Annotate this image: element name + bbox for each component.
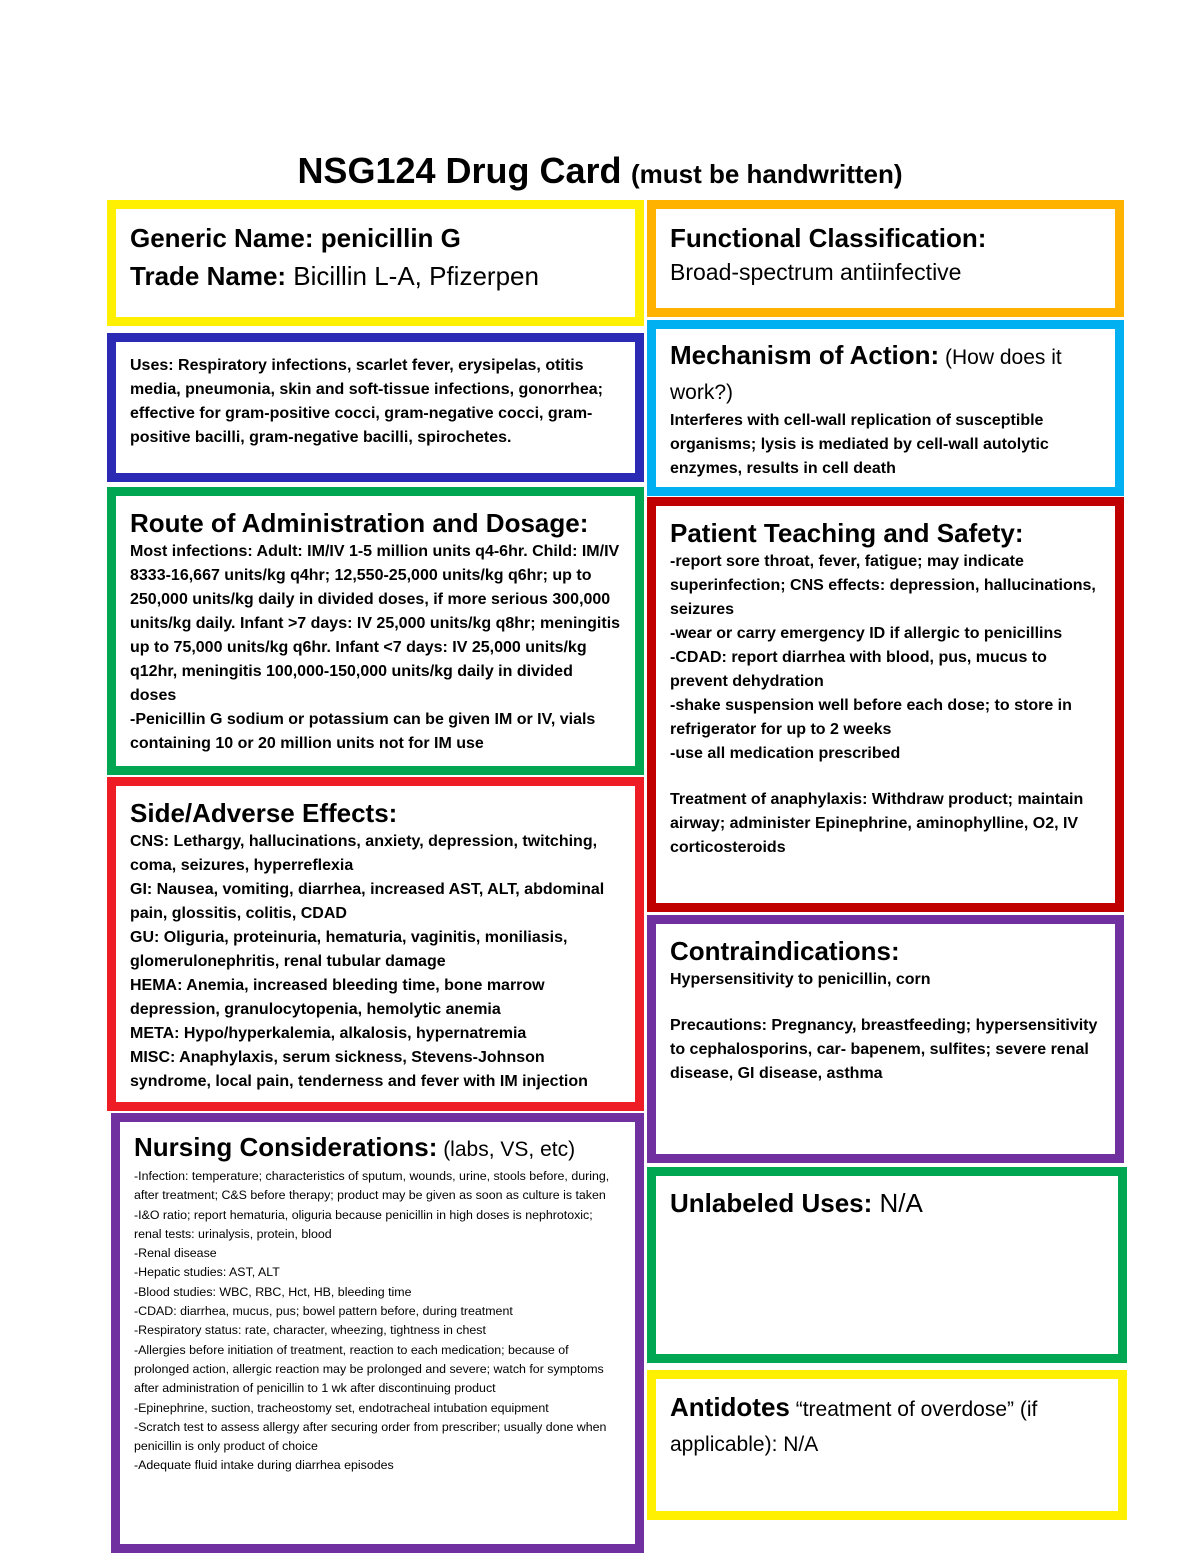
precautions-text: Precautions: Pregnancy, breastfeeding; hypersensitivity to cephalosporins, car- bapenem, sulfites; severe renal disease, GI disease, asthma xyxy=(670,1017,1098,1082)
side-effects-box xyxy=(107,777,644,1111)
uses-box xyxy=(107,333,644,482)
side-effect-item: GI: Nausea, vomiting, diarrhea, increased AST, ALT, abdominal pain, glossitis, colitis, CDAD xyxy=(130,881,605,922)
teaching-item: -use all medication prescribed xyxy=(670,745,901,762)
teaching-item: -wear or carry emergency ID if allergic to penicillins xyxy=(670,625,1063,642)
nursing-item: -Scratch test to assess allergy after securing order from prescriber; usually done when penicillin is only product of choice xyxy=(134,1419,607,1454)
generic-name: Generic Name: penicillin G xyxy=(130,223,461,253)
contraindications-text: Hypersensitivity to penicillin, corn xyxy=(670,971,931,988)
nursing-item: -I&O ratio; report hematuria, oliguria because penicillin in high doses is nephrotoxic; renal tests: urinalysis, protein, blood xyxy=(134,1207,593,1241)
route-text: Most infections: Adult: IM/IV 1-5 million units q4-6hr. Child: IM/IV 8333-16,667 units/kg q4hr; 12,550-25,000 units/kg q6hr; up to 250,000 units/kg daily in divided doses, if more serious 300,000 units/kg daily. Infant >7 days: IV 25,000 units/kg q8hr; meningitis up to 75,000 units/kg q6hr. Infant <7 days: IV 25,000 units/kg q12hr, meningitis 100,000-150,000 units/kg daily in divided doses xyxy=(130,543,621,704)
antidotes-heading: Antidotes xyxy=(670,1392,790,1422)
mechanism-box xyxy=(647,320,1124,496)
nursing-considerations-box xyxy=(111,1113,644,1553)
nursing-item: -CDAD: diarrhea, mucus, pus; bowel pattern before, during treatment xyxy=(134,1304,513,1319)
nursing-item: -Epinephrine, suction, tracheostomy set, endotracheal intubation equipment xyxy=(134,1400,549,1415)
side-effect-item: GU: Oliguria, proteinuria, hematuria, vaginitis, moniliasis, glomerulonephritis, renal tubular damage xyxy=(130,929,568,970)
nursing-list xyxy=(134,1167,621,1476)
nursing-heading: Nursing Considerations: xyxy=(134,1132,438,1162)
nursing-item: -Allergies before initiation of treatment, reaction to each medication; because of prolonged action, allergic reaction may be prolonged and severe; watch for symptoms after administration of penicillin to 1 wk after discontinuing product xyxy=(134,1342,604,1396)
route-box xyxy=(107,487,644,775)
mechanism-heading-note: (How does it work?) xyxy=(670,346,1062,404)
teaching-item: -report sore throat, fever, fatigue; may indicate superinfection; CNS effects: depression, hallucinations, seizures xyxy=(670,553,1096,618)
nursing-item: -Adequate fluid intake during diarrhea episodes xyxy=(134,1458,394,1473)
nursing-item: -Blood studies: WBC, RBC, Hct, HB, bleeding time xyxy=(134,1284,412,1299)
side-effect-item: HEMA: Anemia, increased bleeding time, bone marrow depression, granulocytopenia, hemolytic anemia xyxy=(130,977,545,1018)
unlabeled-uses-heading: Unlabeled Uses: xyxy=(670,1188,873,1218)
trade-name-label: Trade Name: xyxy=(130,261,287,291)
uses-text: Uses: Respiratory infections, scarlet fever, erysipelas, otitis media, pneumonia, skin and soft-tissue infections, gonorrhea; effective for gram-positive cocci, gram-negative cocci, gram-positive bacilli, gram-negative bacilli, spirochetes. xyxy=(130,357,603,446)
route-heading: Route of Administration and Dosage: xyxy=(130,508,589,538)
title-sub: (must be handwritten) xyxy=(630,159,903,189)
mechanism-text: Interferes with cell-wall replication of susceptible organisms; lysis is mediated by cell-wall autolytic enzymes, results in cell death xyxy=(670,412,1049,477)
teaching-item: -CDAD: report diarrhea with blood, pus, mucus to prevent dehydration xyxy=(670,649,1047,690)
mechanism-heading: Mechanism of Action: xyxy=(670,340,940,370)
side-effect-item: MISC: Anaphylaxis, serum sickness, Stevens-Johnson syndrome, local pain, tenderness and fever with IM injection xyxy=(130,1049,588,1090)
contraindications-heading: Contraindications: xyxy=(670,936,900,966)
side-effect-item: META: Hypo/hyperkalemia, alkalosis, hypernatremia xyxy=(130,1025,527,1042)
functional-classification-box xyxy=(647,200,1124,317)
patient-teaching-list xyxy=(670,550,1101,766)
side-effect-item: CNS: Lethargy, hallucinations, anxiety, depression, twitching, coma, seizures, hyperreflexia xyxy=(130,833,598,874)
anaphylaxis-treatment: Treatment of anaphylaxis: Withdraw product; maintain airway; administer Epinephrine, aminophylline, O2, IV corticosteroids xyxy=(670,791,1084,856)
antidotes-note: “treatment of overdose” (if applicable): N/A xyxy=(670,1398,1038,1456)
trade-name-value: Bicillin L-A, Pfizerpen xyxy=(286,261,539,291)
generic-name-box xyxy=(107,200,644,326)
title-main: NSG124 Drug Card xyxy=(297,150,622,191)
unlabeled-uses-box xyxy=(647,1167,1127,1363)
nursing-item: -Respiratory status: rate, character, wheezing, tightness in chest xyxy=(134,1323,486,1338)
nursing-item: -Infection: temperature; characteristics of sputum, wounds, urine, stools before, during, after treatment; C&S before therapy; product may be given as soon as culture is taken xyxy=(134,1169,610,1203)
unlabeled-uses-value: N/A xyxy=(872,1188,923,1218)
patient-teaching-box xyxy=(647,497,1124,912)
functional-classification-heading: Functional Classification: xyxy=(670,223,987,253)
nursing-heading-note: (labs, VS, etc) xyxy=(437,1138,576,1161)
functional-classification-value: Broad-spectrum antiinfective xyxy=(670,259,962,285)
teaching-item: -shake suspension well before each dose; to store in refrigerator for up to 2 weeks xyxy=(670,697,1072,738)
nursing-item: -Renal disease xyxy=(134,1246,217,1261)
nursing-item: -Hepatic studies: AST, ALT xyxy=(134,1265,280,1280)
side-effects-heading: Side/Adverse Effects: xyxy=(130,798,398,828)
route-text-2: -Penicillin G sodium or potassium can be given IM or IV, vials containing 10 or 20 million units not for IM use xyxy=(130,711,596,752)
antidotes-box xyxy=(647,1370,1127,1520)
contraindications-box xyxy=(647,915,1124,1163)
patient-teaching-heading: Patient Teaching and Safety: xyxy=(670,518,1024,548)
page-title xyxy=(0,150,1200,195)
